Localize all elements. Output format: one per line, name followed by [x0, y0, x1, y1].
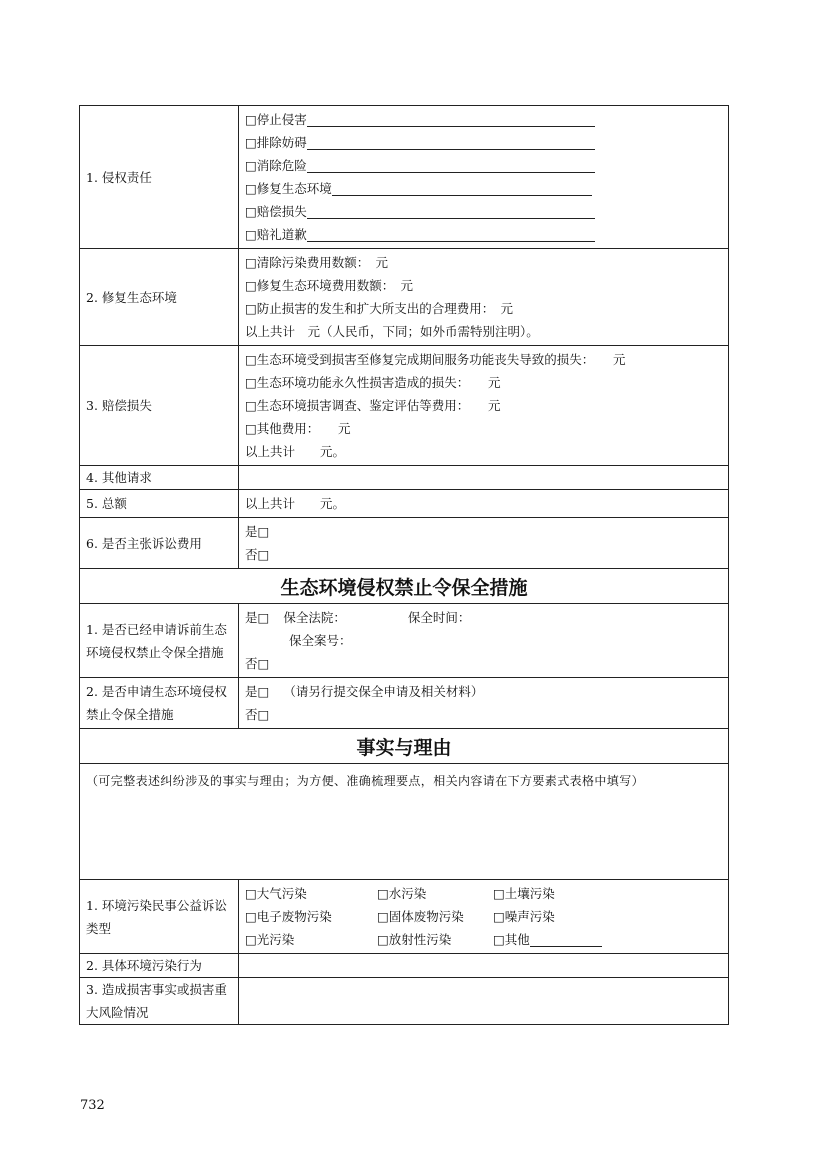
option-e-waste-pollution[interactable]: □电子废物污染: [245, 909, 332, 924]
liability-options: [239, 106, 729, 249]
injunction-q2-note: （请另行提交保全申请及相关材料）: [283, 684, 484, 699]
compensation-permanent-loss[interactable]: □生态环境功能永久性损害造成的损失： 元: [245, 375, 501, 390]
other-label: 4. 其他请求: [80, 466, 239, 490]
row-injunction-title: [80, 569, 729, 604]
option-compensate-loss[interactable]: □赔偿损失: [245, 200, 722, 223]
option-apologize[interactable]: □赔礼道歉: [245, 223, 722, 246]
row-liability: [80, 106, 729, 249]
option-solid-waste-pollution[interactable]: □固体废物污染: [377, 909, 464, 924]
facts-note[interactable]: （可完整表述纠纷涉及的事实与理由；为方便、准确梳理要点，相关内容请在下方要素式表格中填写）: [80, 764, 729, 880]
compensation-other-cost[interactable]: □其他费用： 元: [245, 421, 351, 436]
row-compensation: [80, 346, 729, 466]
preservation-court-field[interactable]: 保全法院：: [283, 610, 346, 625]
fees-options: [239, 518, 729, 569]
sum-label: 5. 总额: [80, 490, 239, 518]
injunction-q2-yes-checkbox[interactable]: 是□: [245, 684, 270, 699]
row-restore: [80, 249, 729, 346]
pollution-type-options: [239, 880, 729, 954]
complaint-form-table: [79, 105, 729, 1025]
liability-label: 1. 侵权责任: [80, 106, 239, 249]
option-restore-environment[interactable]: □修复生态环境: [245, 177, 722, 200]
pollution-behavior-label: 2. 具体环境污染行为: [80, 954, 239, 978]
sum-value: [239, 490, 729, 518]
row-other: [80, 466, 729, 490]
compensation-service-loss[interactable]: □生态环境受到损害至修复完成期间服务功能丧失导致的损失： 元: [245, 352, 626, 367]
compensation-label: 3. 赔偿损失: [80, 346, 239, 466]
option-radioactive-pollution[interactable]: □放射性污染: [377, 932, 452, 947]
option-air-pollution[interactable]: □大气污染: [245, 886, 307, 901]
row-injunction-q1: [80, 604, 729, 678]
fees-yes-checkbox[interactable]: 是□: [245, 524, 270, 539]
damage-facts-label: 3. 造成损害事实或损害重大风险情况: [80, 978, 239, 1025]
damage-facts-value[interactable]: [239, 978, 729, 1025]
injunction-q1-label: 1. 是否已经申请诉前生态环境侵权禁止令保全措施: [80, 604, 239, 678]
fees-label: 6. 是否主张诉讼费用: [80, 518, 239, 569]
row-facts-title: [80, 729, 729, 764]
injunction-q2-label: 2. 是否申请生态环境侵权禁止令保全措施: [80, 678, 239, 729]
other-fill-line[interactable]: [530, 932, 602, 947]
restore-label: 2. 修复生态环境: [80, 249, 239, 346]
restore-content: [239, 249, 729, 346]
restore-cleanup-cost[interactable]: □清除污染费用数额： 元: [245, 255, 389, 270]
preservation-case-no-field[interactable]: 保全案号：: [289, 633, 352, 648]
other-value[interactable]: [239, 466, 729, 490]
row-sum: [80, 490, 729, 518]
compensation-content: [239, 346, 729, 466]
injunction-q1-yes-checkbox[interactable]: 是□: [245, 610, 270, 625]
fill-line[interactable]: [307, 112, 595, 127]
fill-line[interactable]: [307, 227, 595, 242]
facts-section-title: 事实与理由: [80, 729, 729, 764]
restore-total[interactable]: 以上共计 元（人民币，下同；如外币需特别注明）。: [245, 324, 539, 339]
row-injunction-q2: [80, 678, 729, 729]
sum-total[interactable]: 以上共计 元。: [245, 496, 346, 511]
row-pollution-type: [80, 880, 729, 954]
row-fees: [80, 518, 729, 569]
option-light-pollution[interactable]: □光污染: [245, 932, 295, 947]
fees-no-checkbox[interactable]: 否□: [245, 547, 270, 562]
fill-line[interactable]: [307, 204, 595, 219]
pollution-type-label: 1. 环境污染民事公益诉讼类型: [80, 880, 239, 954]
option-soil-pollution[interactable]: □土壤污染: [493, 886, 555, 901]
injunction-section-title: 生态环境侵权禁止令保全措施: [80, 569, 729, 604]
option-eliminate-danger[interactable]: □消除危险: [245, 154, 722, 177]
option-stop-infringement[interactable]: □停止侵害: [245, 108, 722, 131]
fill-line[interactable]: [307, 158, 595, 173]
preservation-time-field[interactable]: 保全时间：: [407, 610, 471, 625]
option-water-pollution[interactable]: □水污染: [377, 886, 427, 901]
row-facts-note: [80, 764, 729, 880]
option-noise-pollution[interactable]: □噪声污染: [493, 909, 555, 924]
restore-repair-cost[interactable]: □修复生态环境费用数额： 元: [245, 278, 414, 293]
fill-line[interactable]: [307, 135, 595, 150]
option-other-pollution[interactable]: □其他: [493, 932, 530, 947]
injunction-q1-no-checkbox[interactable]: 否□: [245, 656, 270, 671]
injunction-q2-no-checkbox[interactable]: 否□: [245, 707, 270, 722]
row-damage-facts: [80, 978, 729, 1025]
restore-prevention-cost[interactable]: □防止损害的发生和扩大所支出的合理费用： 元: [245, 301, 514, 316]
page-number: 732: [80, 1098, 105, 1113]
injunction-q2-options: [239, 678, 729, 729]
injunction-q1-options: [239, 604, 729, 678]
compensation-assessment-cost[interactable]: □生态环境损害调查、鉴定评估等费用： 元: [245, 398, 501, 413]
fill-line[interactable]: [332, 181, 592, 196]
pollution-behavior-value[interactable]: [239, 954, 729, 978]
row-pollution-behavior: [80, 954, 729, 978]
compensation-total[interactable]: 以上共计 元。: [245, 444, 346, 459]
option-remove-obstruction[interactable]: □排除妨碍: [245, 131, 722, 154]
